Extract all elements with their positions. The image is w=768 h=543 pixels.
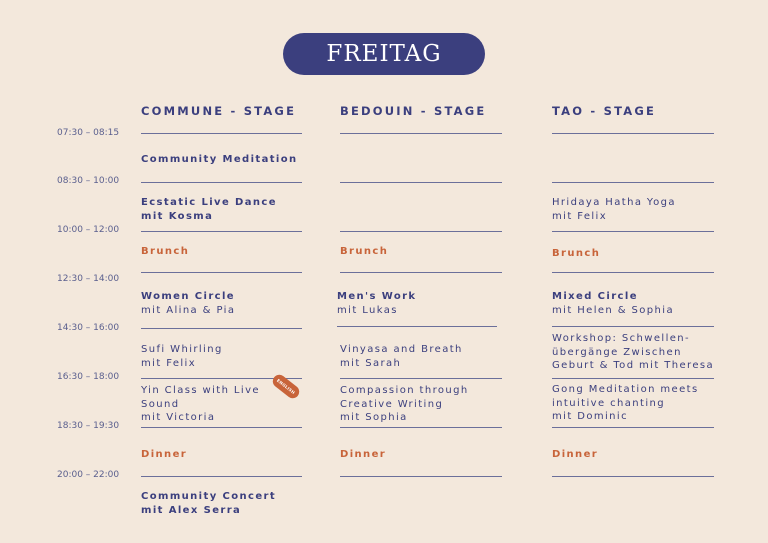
event-brunch: Brunch	[340, 246, 389, 257]
event-vinyasa: Vinyasa and Breath mit Sarah	[340, 344, 463, 369]
divider	[141, 328, 302, 329]
divider	[141, 133, 302, 134]
column-header-commune: COMMUNE - STAGE	[141, 104, 297, 118]
column-header-tao: TAO - STAGE	[552, 104, 657, 118]
event-brunch: Brunch	[141, 246, 190, 257]
event-brunch: Brunch	[552, 248, 601, 259]
event-mens-work: Men's Work mit Lukas	[337, 291, 417, 316]
event-ecstatic-dance: Ecstatic Live Dance mit Kosma	[141, 197, 277, 222]
divider	[340, 476, 502, 477]
divider	[340, 427, 502, 428]
english-badge: ENGLISH	[270, 372, 302, 401]
event-workshop-schwellen: Workshop: Schwellen- übergänge Zwischen Geburt & Tod mit Theresa	[552, 333, 715, 372]
event-gong-meditation: Gong Meditation meets intuitive chanting mit Dominic	[552, 384, 699, 423]
time-slot: 08:30 – 10:00	[57, 176, 120, 186]
day-title: FREITAG	[326, 41, 442, 67]
event-sufi-whirling: Sufi Whirling mit Felix	[141, 344, 223, 369]
divider	[552, 427, 714, 428]
event-community-concert: Community Concert mit Alex Serra	[141, 491, 277, 516]
divider	[141, 272, 302, 273]
divider	[552, 378, 714, 379]
column-header-bedouin: BEDOUIN - STAGE	[340, 104, 487, 118]
divider	[141, 182, 302, 183]
divider	[141, 427, 302, 428]
event-mixed-circle: Mixed Circle mit Helen & Sophia	[552, 291, 674, 316]
day-title-pill	[283, 33, 485, 75]
event-dinner: Dinner	[340, 449, 387, 460]
divider	[340, 231, 502, 232]
divider	[552, 133, 714, 134]
divider	[141, 231, 302, 232]
divider	[552, 326, 714, 327]
divider	[340, 133, 502, 134]
event-women-circle: Women Circle mit Alina & Pia	[141, 291, 236, 316]
event-yin-class: Yin Class with Live Sound mit Victoria	[141, 385, 260, 424]
time-slot: 16:30 – 18:00	[57, 372, 120, 382]
divider	[340, 182, 502, 183]
divider	[552, 476, 714, 477]
event-dinner: Dinner	[141, 449, 188, 460]
time-slot: 20:00 – 22:00	[57, 470, 120, 480]
event-hatha-yoga: Hridaya Hatha Yoga mit Felix	[552, 197, 676, 222]
event-compassion-writing: Compassion through Creative Writing mit Sophia	[340, 385, 469, 424]
divider	[552, 182, 714, 183]
divider	[337, 326, 497, 327]
divider	[340, 272, 502, 273]
event-dinner: Dinner	[552, 449, 599, 460]
time-slot: 07:30 – 08:15	[57, 128, 120, 138]
event-community-meditation: Community Meditation	[141, 154, 298, 165]
time-slot: 10:00 – 12:00	[57, 225, 120, 235]
time-slot: 12:30 – 14:00	[57, 274, 120, 284]
divider	[340, 378, 502, 379]
time-slot: 18:30 – 19:30	[57, 421, 120, 431]
divider	[552, 272, 714, 273]
time-slot: 14:30 – 16:00	[57, 323, 120, 333]
divider	[552, 231, 714, 232]
divider	[141, 476, 302, 477]
